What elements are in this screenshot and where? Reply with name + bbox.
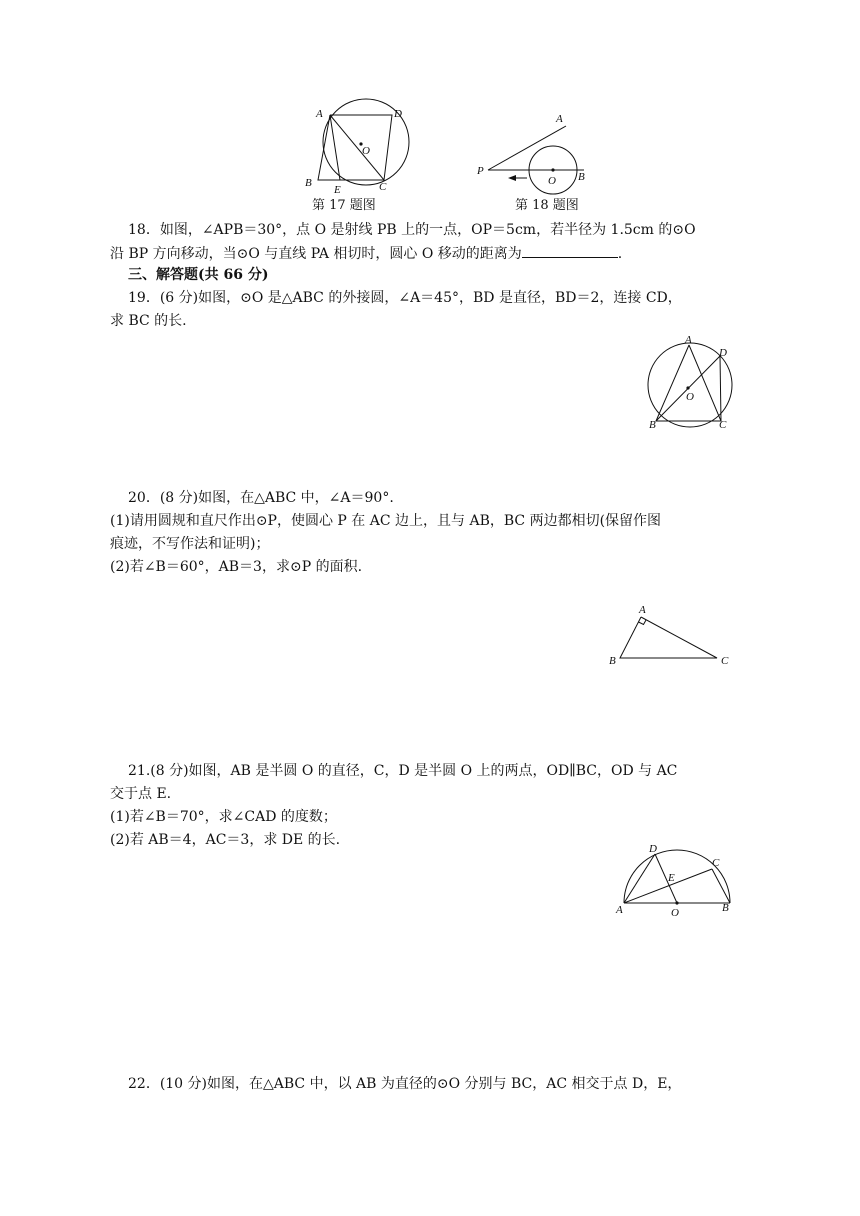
section-3-heading: 三、解答题(共 66 分) (128, 267, 269, 283)
fig18-label-p: P (477, 165, 484, 177)
q20-line-3: 痕迹，不写作法和证明)； (110, 536, 270, 552)
fig18-caption: 第 18 题图 (515, 198, 579, 213)
fig19-label-a: A (685, 334, 692, 346)
fig21-label-b: B (722, 902, 729, 914)
q22-line-1: 22．(10 分)如图，在△ABC 中，以 AB 为直径的⊙O 分别与 BC，AC 相交于点 D，E， (128, 1076, 682, 1092)
figure-18 (470, 108, 600, 198)
fig18-label-o: O (548, 175, 556, 187)
fig19-label-o: O (686, 391, 694, 403)
fig17-label-c: C (379, 181, 387, 193)
fig20-label-a: A (639, 604, 646, 616)
figure-19 (640, 336, 740, 436)
fig17-label-b: B (305, 177, 312, 189)
q21-line-4: (2)若 AB＝4，AC＝3，求 DE 的长. (110, 832, 341, 848)
fig21-chord-ad (624, 854, 655, 903)
fig21-center-point (675, 901, 678, 904)
figure-21 (608, 842, 744, 922)
fig18-arrow-icon (508, 175, 516, 181)
fig18-center-point (551, 168, 554, 171)
fig20-label-b: B (609, 655, 616, 667)
fig17-label-e: E (334, 184, 341, 196)
fig17-quadrilateral (318, 115, 392, 180)
q18-line-2-end: . (617, 246, 623, 262)
fig21-label-c: C (712, 857, 720, 869)
fig18-label-a: A (556, 113, 563, 125)
figure-20 (600, 596, 740, 666)
fig19-label-c: C (719, 419, 727, 431)
q20-line-4: (2)若∠B＝60°，AB＝3，求⊙P 的面积. (110, 559, 363, 575)
q18-line-2: 沿 BP 方向移动，当⊙O 与直线 PA 相切时，圆心 O 移动的距离为 (110, 246, 522, 262)
fig20-label-c: C (721, 655, 729, 667)
fig21-label-o: O (671, 907, 679, 919)
q21-line-2: 交于点 E. (110, 786, 172, 802)
q19-line-1: 19．(6 分)如图，⊙O 是△ABC 的外接圆，∠A＝45°，BD 是直径，BD＝2，连接 CD， (128, 290, 682, 306)
q21-line-3: (1)若∠B＝70°，求∠CAD 的度数； (110, 809, 337, 825)
q20-line-1: 20．(8 分)如图，在△ABC 中，∠A＝90°. (128, 490, 394, 506)
q19-line-2: 求 BC 的长. (110, 313, 187, 329)
fig19-chord-cd (720, 356, 721, 421)
fig21-label-e: E (668, 872, 675, 884)
fig18-ray-pa (488, 126, 566, 170)
q21-line-1: 21.(8 分)如图，AB 是半圆 O 的直径，C，D 是半圆 O 上的两点，OD∥BC，OD 与 AC (128, 763, 678, 779)
fig19-label-b: B (649, 419, 656, 431)
figure-17 (300, 100, 430, 196)
fig18-label-b: B (578, 171, 585, 183)
q20-line-2: (1)请用圆规和直尺作出⊙P，使圆心 P 在 AC 边上，且与 AB，BC 两边都相切(保留作图 (110, 513, 662, 529)
fig19-label-d: D (719, 347, 727, 359)
q18-line-1: 18．如图，∠APB＝30°，点 O 是射线 PB 上的一点，OP＝5cm，若半径为 1.5cm 的⊙O (128, 222, 696, 238)
fig19-center-point (686, 386, 689, 389)
fig17-label-o: O (362, 145, 370, 157)
fig21-label-d: D (649, 843, 657, 855)
fig21-label-a: A (616, 904, 623, 916)
fig17-caption: 第 17 题图 (312, 198, 376, 213)
q18-answer-blank[interactable] (522, 243, 618, 258)
fig17-label-d: D (394, 108, 402, 120)
q18-line-2-wrap (110, 243, 622, 264)
fig20-triangle (620, 617, 717, 658)
fig17-label-a: A (316, 108, 323, 120)
fig19-triangle (656, 345, 721, 421)
